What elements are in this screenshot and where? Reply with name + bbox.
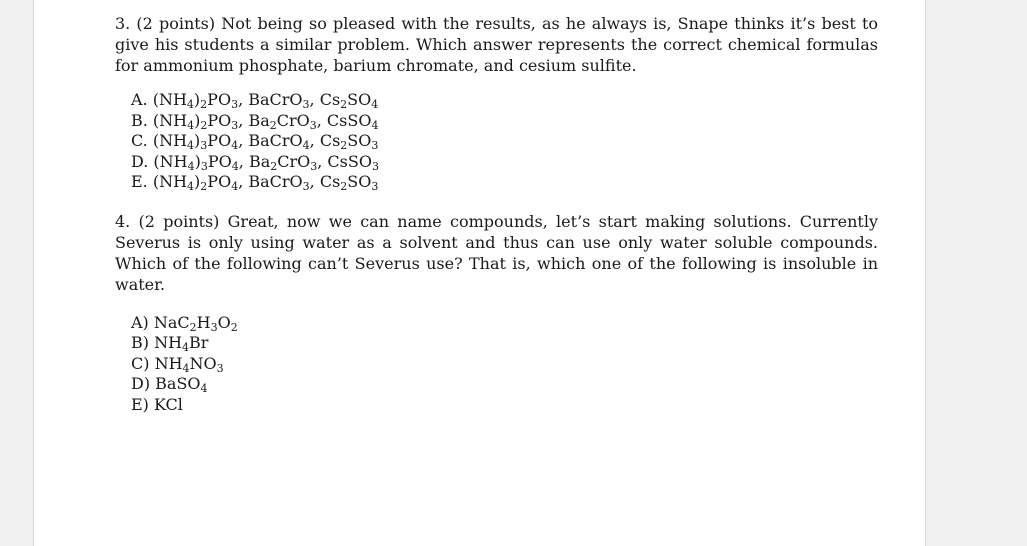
option-q3-a: A. $(NH_4)_2PO_3$, BaCrO$_3$, $Cs_2SO_4$ — [131, 90, 379, 111]
option-q4-d: D) BaSO$_4$ — [131, 374, 208, 395]
option-q3-c: C. $(NH_4)_3PO_4$, BaCrO$_4$, $Cs_2SO_3$ — [131, 131, 379, 152]
option-q4-e: E) KCl — [131, 394, 183, 414]
question-4-text: 4. (2 points) Great, now we can name compounds, let’s start making solutions. Currently Severus is only using water as a solvent and thus can use only water soluble compounds. Which of the following can’t Severus use? That is, which one of the following is insoluble in water. — [115, 211, 878, 294]
question-3 — [115, 13, 878, 193]
option-q3-e: E. $(NH_4)_2PO_4$, BaCrO$_3$, $Cs_2SO_3$ — [131, 172, 379, 193]
document-content — [115, 13, 878, 415]
option-q3-b: B. $(NH_4)_2PO_3$, $Ba_2CrO_3$, CsSO$_4$ — [131, 110, 379, 132]
question-3-options — [115, 90, 878, 193]
option-q4-c: C) $NH_4NO_3$ — [131, 353, 224, 375]
option-q4-a: A) $NaC_2H_3O_2$ — [131, 312, 238, 334]
option-q3-d: D. $(NH_4)_3PO_4$, $Ba_2CrO_3$, CsSO$_3$ — [131, 151, 379, 173]
question-3-text: 3. (2 points) Not being so pleased with the results, as he always is, Snape thinks it’s best to give his students a similar problem. Which answer represents the correct chemical formulas for ammonium phosphate, barium chromate, and cesium sulfite. — [115, 14, 878, 75]
option-q4-b: B) $NH_4Br$ — [131, 333, 209, 354]
question-4 — [115, 211, 878, 416]
document-page — [33, 0, 926, 546]
question-4-options — [115, 313, 878, 416]
